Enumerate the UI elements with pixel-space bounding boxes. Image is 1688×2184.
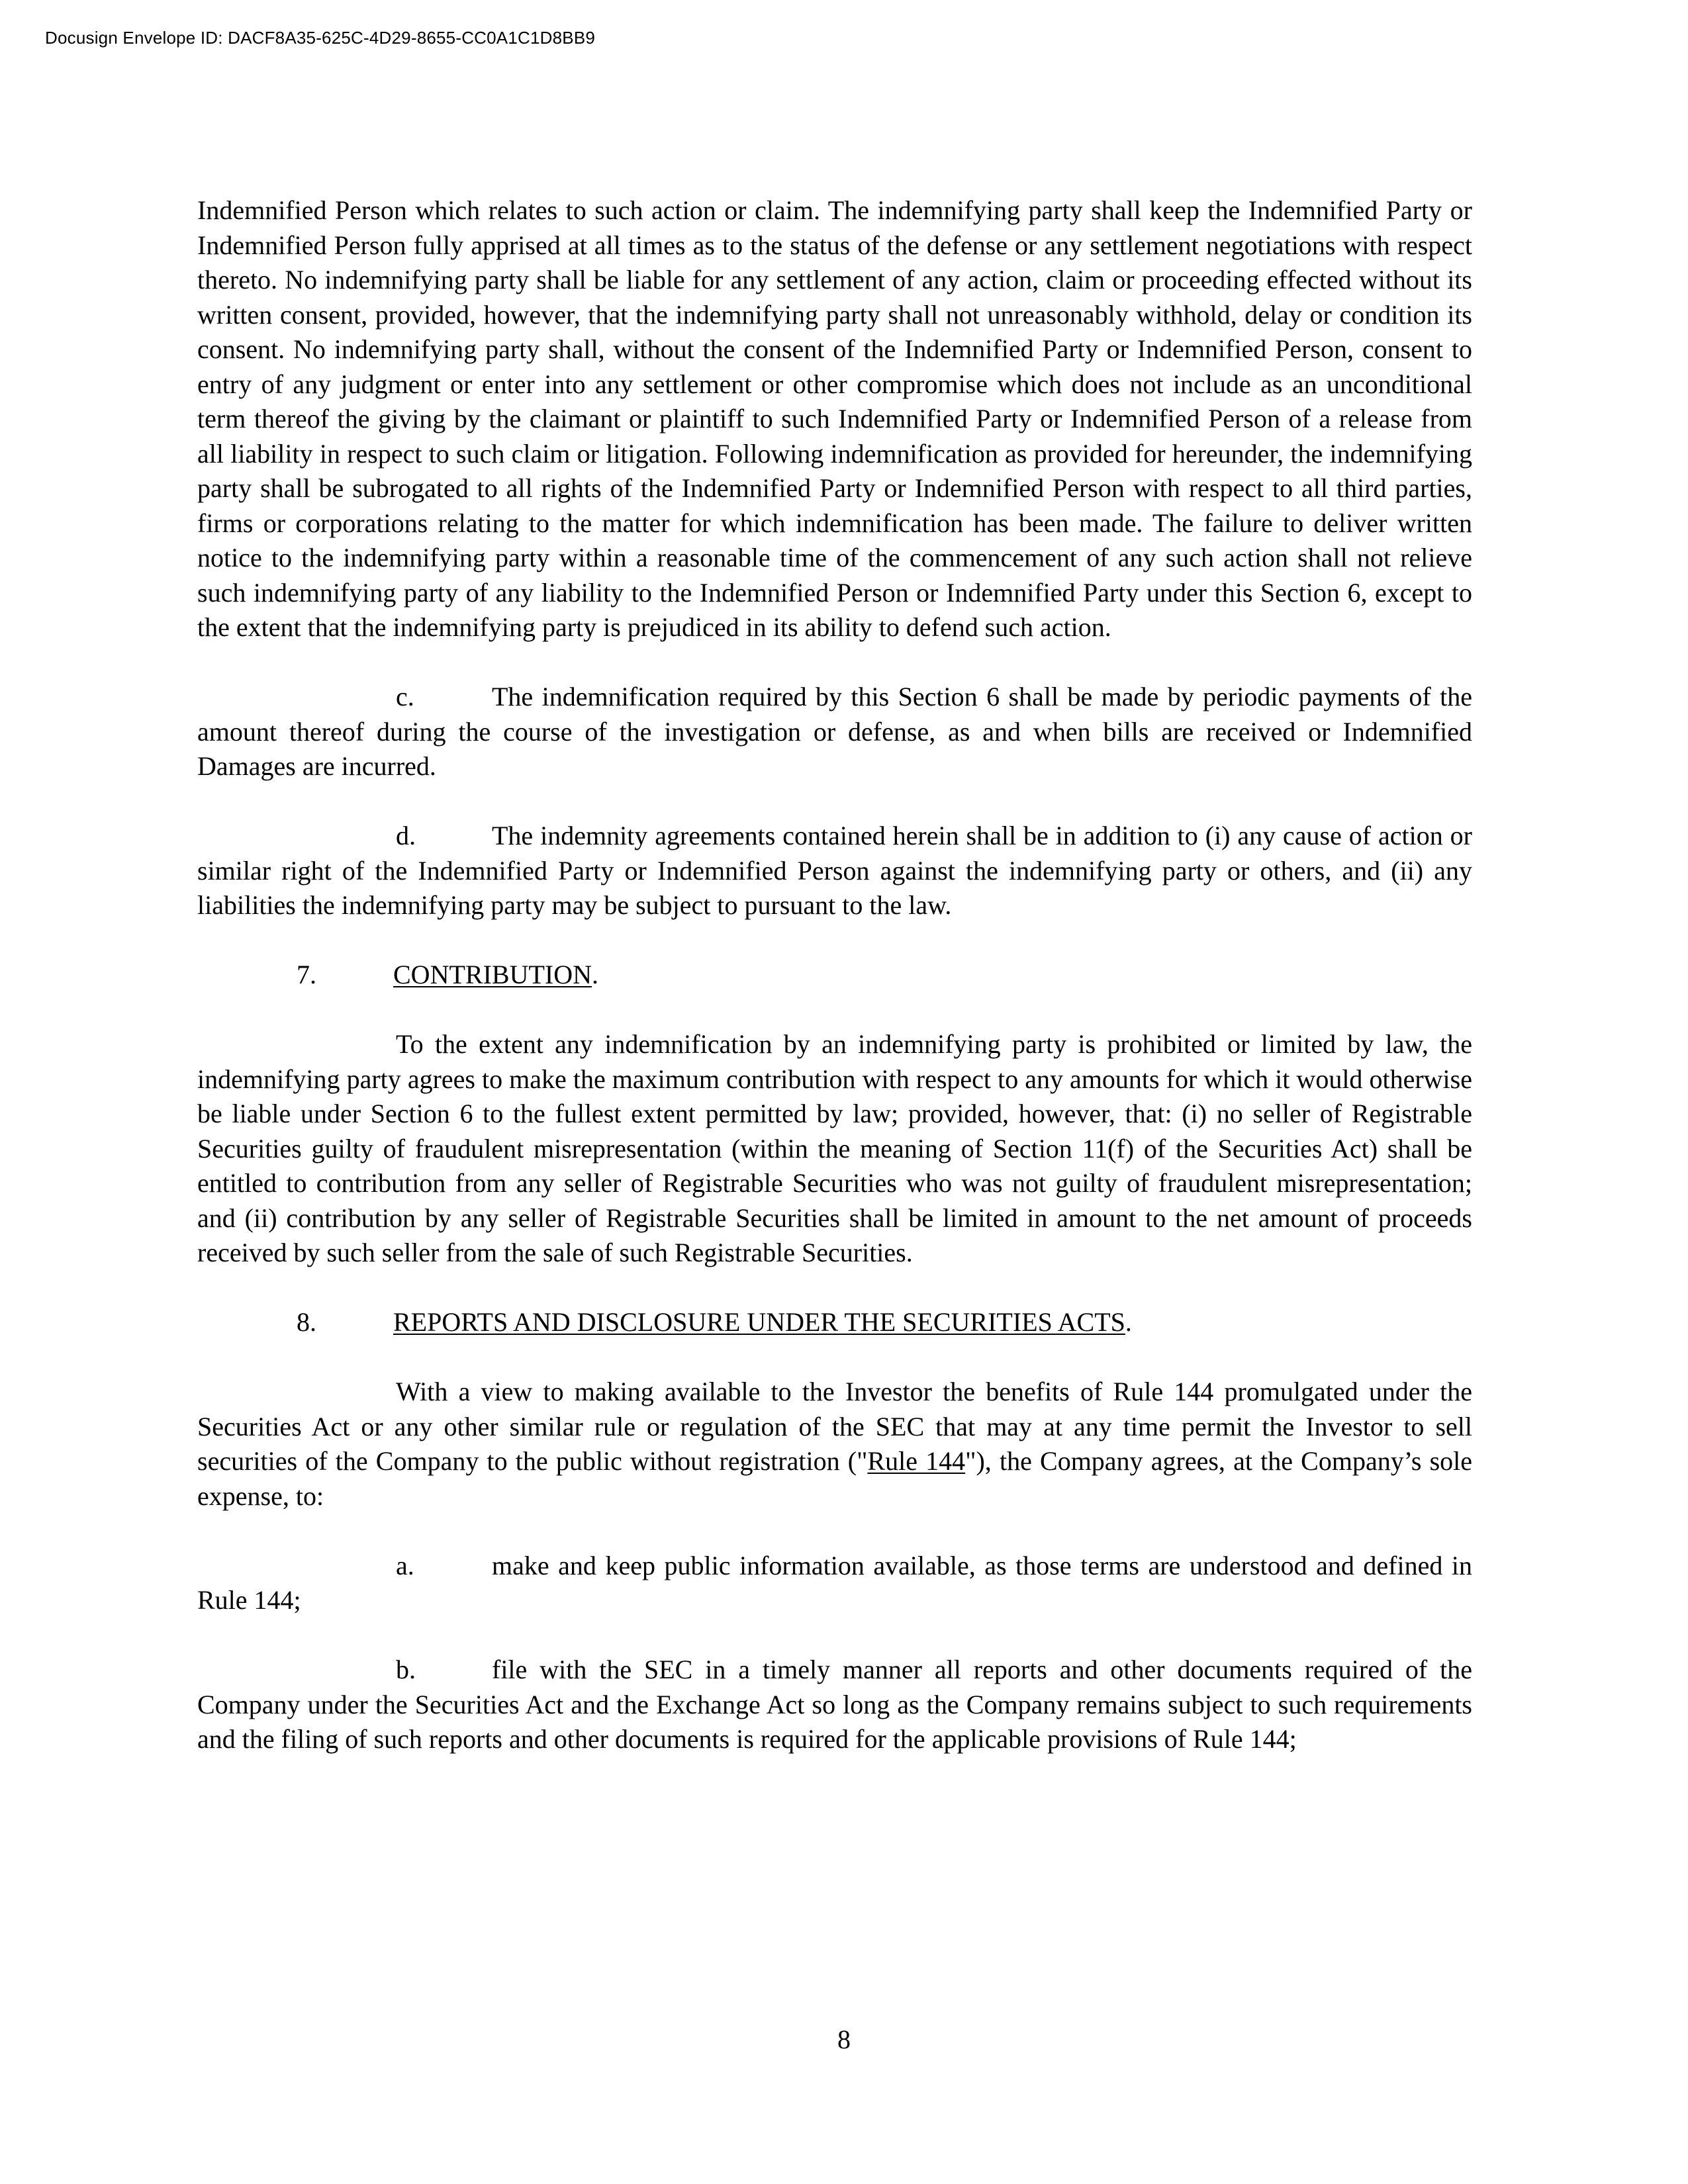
section-8-intro-after: "), the Company agrees, at the Company’s sole expense, to:: [197, 1446, 1473, 1511]
item-letter-d: d.: [396, 821, 416, 850]
item-letter-a: a.: [396, 1550, 414, 1580]
section-7-text: To the extent any indemnification by an indemnifying party is prohibited or limited by law, the indemnifying party agrees to make the maximum contribution with respect to any amounts for which it would otherwise be liable under Section 6 to the fullest extent permitted by law; provided, however, that: (i) no seller of Registrable Securities guilty of fraudulent misrepresentation (within the meaning of Section 11(f) of the Securities Act) shall be entitled to contribution from any seller of Registrable Securities who was not guilty of fraudulent misrepresentation; and (ii) contribution by any seller of Registrable Securities shall be limited in amount to the net amount of proceeds received by such seller from the sale of such Registrable Securities.: [197, 1029, 1472, 1267]
section-8-item-a: [197, 1549, 1472, 1618]
section-7-title-period: .: [591, 960, 598, 989]
item-letter-b: b.: [396, 1655, 416, 1684]
paragraph-d: [197, 819, 1472, 923]
section-8-title-period: .: [1125, 1307, 1132, 1337]
section-8-title: REPORTS AND DISCLOSURE UNDER THE SECURITIES ACTS: [393, 1307, 1125, 1337]
item-text-d: The indemnity agreements contained herein shall be in addition to (i) any cause of action or similar right of the Indemnified Party or Indemnified Person against the indemnifying party or others, and (ii) any liabilities the indemnifying party may be subject to pursuant to the law.: [197, 821, 1472, 920]
section-8-intro: [197, 1375, 1472, 1514]
section-7-heading: [197, 958, 1472, 993]
section-7-number: 7.: [297, 960, 316, 989]
section-8-heading: [197, 1305, 1472, 1340]
section-8-intro-before: With a view to making available to the Investor the benefits of Rule 144 promulgated under the Securities Act or any other similar rule or regulation of the SEC that may at any time permit the Investor to sell securities of the Company to the public without registration (": [197, 1377, 1472, 1476]
section-8-item-b: [197, 1653, 1472, 1757]
docusign-envelope-id: Docusign Envelope ID: DACF8A35-625C-4D29-8655-CC0A1C1D8BB9: [45, 28, 596, 48]
item-letter-c: c.: [396, 682, 414, 711]
rule-144-defined-term: Rule 144: [867, 1446, 966, 1476]
section-8-number: 8.: [297, 1307, 316, 1337]
item-text-b: file with the SEC in a timely manner all reports and other documents required of the Company under the Securities Act and the Exchange Act so long as the Company remains subject to such requirements and the filing of such reports and other documents is required for the applicable provisions of Rule 144;: [197, 1655, 1472, 1754]
item-text-a: make and keep public information available, as those terms are understood and defined in Rule 144;: [197, 1550, 1472, 1615]
paragraph-indemnification-continued: Indemnified Person which relates to such action or claim. The indemnifying party shall keep the Indemnified Party or Indemnified Person fully apprised at all times as to the status of the defense or any settlement negotiations with respect thereto. No indemnifying party shall be liable for any settlement of any action, claim or proceeding effected without its written consent, provided, however, that the indemnifying party shall not unreasonably withhold, delay or condition its consent. No indemnifying party shall, without the consent of the Indemnified Party or Indemnified Person, consent to entry of any judgment or enter into any settlement or other compromise which does not include as an unconditional term thereof the giving by the claimant or plaintiff to such Indemnified Party or Indemnified Person of a release from all liability in respect to such claim or litigation. Following indemnification as provided for hereunder, the indemnifying party shall be subrogated to all rights of the Indemnified Party or Indemnified Person with respect to all third parties, firms or corporations relating to the matter for which indemnification has been made. The failure to deliver written notice to the indemnifying party within a reasonable time of the commencement of any such action shall not relieve such indemnifying party of any liability to the Indemnified Person or Indemnified Party under this Section 6, except to the extent that the indemnifying party is prejudiced in its ability to defend such action.: [197, 195, 1472, 642]
paragraph-c: [197, 680, 1472, 784]
document-body: [197, 193, 1472, 1757]
item-text-c: The indemnification required by this Section 6 shall be made by periodic payments of the amount thereof during the course of the investigation or defense, as and when bills are received or Indemnified Damages are incurred.: [197, 682, 1472, 781]
section-7-title: CONTRIBUTION: [393, 960, 592, 989]
page-number: 8: [837, 2025, 851, 2054]
